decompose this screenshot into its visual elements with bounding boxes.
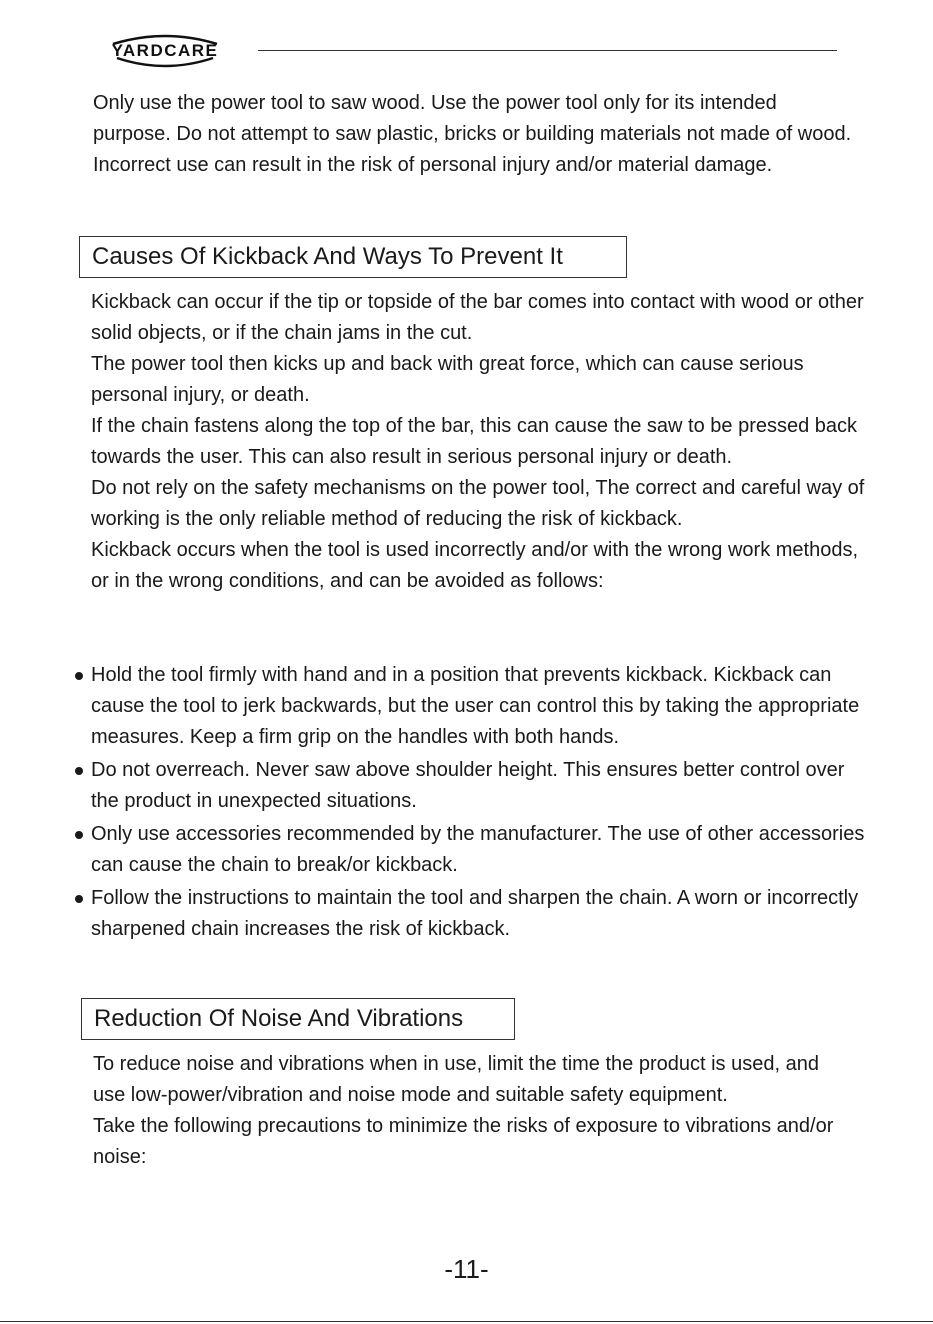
list-item-text: Follow the instructions to maintain the tool and sharpen the chain. A worn or incorrectly sharpened chain increases the risk of kickback. <box>91 887 859 940</box>
svg-text:YARDCARE: YARDCARE <box>111 41 219 60</box>
list-item <box>91 819 871 881</box>
kickback-paragraph: The power tool then kicks up and back with great force, which can cause serious personal injury, or death. <box>91 353 804 406</box>
section-heading-noise: Reduction Of Noise And Vibrations <box>81 998 515 1040</box>
section-heading-kickback: Causes Of Kickback And Ways To Prevent It <box>79 236 627 278</box>
noise-paragraphs <box>93 1049 853 1173</box>
list-item <box>91 883 871 945</box>
footer-divider <box>0 1321 933 1322</box>
kickback-paragraph: Do not rely on the safety mechanisms on the power tool, The correct and careful way of working is the only reliable method of reducing the risk of kickback. <box>91 477 865 530</box>
kickback-paragraph: Kickback occurs when the tool is used incorrectly and/or with the wrong work methods, or in the wrong conditions, and can be avoided as follows: <box>91 539 859 592</box>
brand-logo <box>95 30 235 70</box>
intro-paragraph <box>93 88 853 181</box>
header-divider <box>258 50 837 51</box>
bullet-icon <box>75 767 83 775</box>
list-item <box>91 660 871 753</box>
list-item-text: Hold the tool firmly with hand and in a position that prevents kickback. Kickback can cause the tool to jerk backwards, but the user can control this by taking the appropriate measures. Keep a firm grip on the handles with both hands. <box>91 664 860 748</box>
noise-paragraph: To reduce noise and vibrations when in use, limit the time the product is used, and use low-power/vibration and noise mode and suitable safety equipment. <box>93 1053 819 1106</box>
kickback-paragraphs <box>91 287 871 597</box>
page-number: -11- <box>444 1254 489 1284</box>
kickback-paragraph: Kickback can occur if the tip or topside of the bar comes into contact with wood or other solid objects, or if the chain jams in the cut. <box>91 291 864 344</box>
yardcare-logo-icon <box>95 30 235 70</box>
bullet-icon <box>75 672 83 680</box>
list-item-text: Only use accessories recommended by the manufacturer. The use of other accessories can cause the chain to break/or kickback. <box>91 823 865 876</box>
kickback-paragraph: If the chain fastens along the top of the bar, this can cause the saw to be pressed back towards the user. This can also result in serious personal injury or death. <box>91 415 858 468</box>
kickback-prevention-list <box>91 660 871 947</box>
bullet-icon <box>75 831 83 839</box>
bullet-icon <box>75 895 83 903</box>
list-item <box>91 755 871 817</box>
intro-text: Only use the power tool to saw wood. Use the power tool only for its intended purpose. Do not attempt to saw plastic, bricks or building materials not made of wood. Incorrect use can result in the risk of personal injury and/or material damage. <box>93 92 852 176</box>
list-item-text: Do not overreach. Never saw above shoulder height. This ensures better control over the product in unexpected situations. <box>91 759 845 812</box>
noise-paragraph: Take the following precautions to minimize the risks of exposure to vibrations and/or noise: <box>93 1115 834 1168</box>
